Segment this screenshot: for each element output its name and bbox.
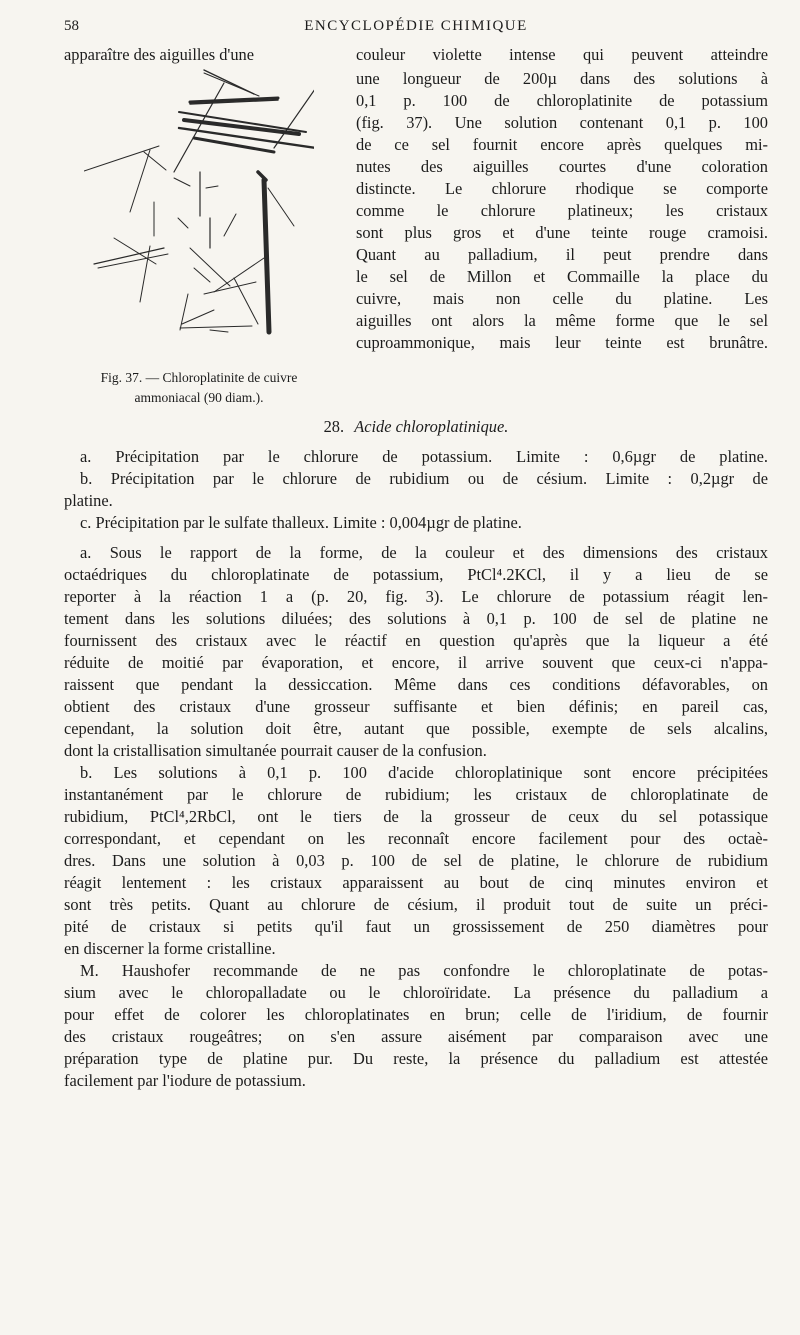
text-line: fournissent des cristaux avec le réactif en question qu'après que la liqueur a été [64,631,768,650]
figure-column [64,68,334,408]
text-line: rubidium, PtCl⁴,2RbCl, ont le tiers de la grosseur de ceux du sel potassique [64,807,768,826]
list-item-continuation: platine. [64,491,113,510]
items-list [64,446,768,534]
first-line [64,44,768,66]
text-line: une longueur de 200µ dans des solutions à [356,69,768,88]
text-line: M. Haushofer recommande de ne pas confondre le chloroplatinate de potas- [80,961,768,980]
text-line: nutes des aiguilles courtes d'une coloration [356,157,768,176]
needle [204,73,259,96]
section-title: Acide chloroplatinique. [354,417,509,436]
text-line: tement dans les solutions diluées; des solutions à 0,1 p. 100 de sel de platine ne [64,609,768,628]
text-line: b. Les solutions à 0,1 p. 100 d'acide chloroplatinique sont encore précipitées [80,763,768,782]
needle [144,152,166,170]
text-line: (fig. 37). Une solution contenant 0,1 p. 100 [356,113,768,132]
text-line: cuivre, mais non celle du platine. Les [356,289,768,308]
needle [206,186,218,188]
text-line: dont la cristallisation simultanée pourrait causer de la confusion. [64,741,487,760]
text-line: pité de cristaux si petits qu'il faut un grossissement de 250 diamètres pour [64,917,768,936]
running-title: ENCYCLOPÉDIE CHIMIQUE [304,18,528,34]
text-line: des cristaux rougeâtres; on s'en assure aisément par comparaison avec une [64,1027,768,1046]
list-item: a. Précipitation par le chlorure de potassium. Limite : 0,6µgr de platine. [80,447,768,466]
text-line: pour effet de colorer les chloroplatinates en brun; celle de l'iridium, de fournir [64,1005,768,1024]
crystal-figure [84,68,314,358]
needle [210,330,228,332]
text-line: réagit lentement : les cristaux apparaissent au bout de cinq minutes environ et [64,873,768,892]
text-line: instantanément par le chlorure de rubidium; les cristaux de chloroplatinate de [64,785,768,804]
text-line: sont plus gros et d'une teinte rouge cramoisi. [356,223,768,242]
text-line: reporter à la réaction 1 a (p. 20, fig. 3). Le chlorure de potassium réagit len- [64,587,768,606]
text-line: sium avec le chloropalladate ou le chloroïridate. La présence du palladium a [64,983,768,1002]
needle [180,326,252,328]
needle [264,180,269,332]
text-line: obtient des cristaux d'une grosseur suffisante et bien définis; en pareil cas, [64,697,768,716]
needle [180,294,188,330]
page [64,18,768,1092]
text-line: réduite de moitié par évaporation, et encore, il arrive souvent que ceux-ci n'appa- [64,653,768,672]
text-line: cuproammonique, mais leur teinte est brunâtre. [356,333,768,352]
first-line-right: couleur violette intense qui peuvent atteindre [356,45,768,64]
caption-line: Fig. 37. — Chloroplatinite de cuivre [100,370,298,385]
text-line: raissent que pendant la dessiccation. Même dans ces conditions défavorables, on [64,675,768,694]
text-line: le sel de Millon et Commaille la place du [356,267,768,286]
figure-block [64,68,768,408]
needle [194,268,210,282]
page-header [64,18,768,44]
page-number: 58 [64,18,79,34]
text-line: en discerner la forme cristalline. [64,939,276,958]
text-line: distincte. Le chlorure rhodique se comporte [356,179,768,198]
caption-line: ammoniacal (90 diam.). [134,390,264,405]
text-line: correspondant, et cependant on les reconnaît encore facilement pour des octaè- [64,829,768,848]
paragraph [64,542,768,762]
needle [204,282,256,294]
needle [190,248,230,286]
first-line-left: apparaître des aiguilles d'une [64,45,255,64]
section-number: 28. [323,417,345,436]
needle [182,310,214,324]
needle [178,218,188,228]
list-item: b. Précipitation par le chlorure de rubidium ou de césium. Limite : 0,2µgr de [80,469,768,488]
text-line: cependant, la solution doit être, autant que possible, exempte de sels alcalins, [64,719,768,738]
needle [174,178,190,186]
paragraph [64,960,768,1092]
text-line: comme le chlorure platineux; les cristaux [356,201,768,220]
text-line: dres. Dans une solution à 0,03 p. 100 de sel de platine, le chlorure de rubidium [64,851,768,870]
section-heading [64,416,768,438]
list-item: c. Précipitation par le sulfate thalleux. Limite : 0,004µgr de platine. [80,513,522,532]
text-line: préparation type de platine pur. Du reste, la présence du palladium est attestée [64,1049,768,1068]
text-line: aiguilles ont alors la même forme que le sel [356,311,768,330]
text-line: facilement par l'iodure de potassium. [64,1071,306,1090]
figure-caption [64,368,334,408]
text-line: a. Sous le rapport de la forme, de la couleur et des dimensions des cristaux [80,543,768,562]
text-line: de ce sel fournit encore après quelques mi- [356,135,768,154]
text-line: Quant au palladium, il peut prendre dans [356,245,768,264]
needle [274,82,314,148]
needle [130,150,150,212]
needle [224,214,236,236]
needle [140,246,150,302]
right-column-text [356,68,768,354]
text-line: octaédriques du chloroplatinate de potassium, PtCl⁴.2KCl, il y a lieu de se [64,565,768,584]
text-line: 0,1 p. 100 de chloroplatinite de potassium [356,91,768,110]
needle [234,278,258,324]
needle [268,188,294,226]
paragraph [64,762,768,960]
text-line: sont très petits. Quant au chlorure de césium, il produit tout de suite un préci- [64,895,768,914]
